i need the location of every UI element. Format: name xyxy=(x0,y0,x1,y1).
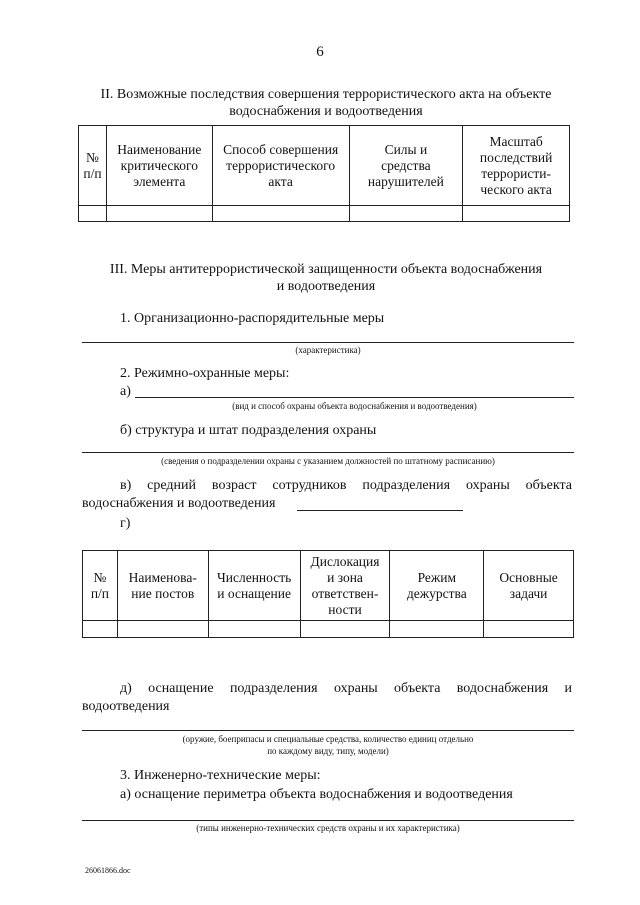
header-cell-post-names xyxy=(117,551,208,621)
item-3a-label: а) оснащение периметра объекта водоснабжения и водоотведения xyxy=(120,787,513,802)
header-text: террористи- xyxy=(481,165,551,181)
header-text: задачи xyxy=(509,585,548,601)
table-cell xyxy=(83,621,118,638)
header-cell-number xyxy=(83,551,118,621)
header-cell-number xyxy=(79,126,107,206)
item-2d-line-2: водоотведения xyxy=(82,699,170,714)
header-text: № xyxy=(86,149,99,165)
guard-posts-table xyxy=(82,550,574,638)
header-text: акта xyxy=(268,173,293,189)
item-1-fill-line xyxy=(82,342,574,343)
header-text: № xyxy=(93,569,107,585)
consequences-table-header-row xyxy=(79,126,570,206)
header-text: ческого акта xyxy=(480,181,552,197)
header-cell-scale xyxy=(463,126,570,206)
section-2-title-line-1: II. Возможные последствия совершения террористического акта на объекте xyxy=(100,87,552,102)
item-2d-caption xyxy=(82,733,574,757)
table-cell xyxy=(390,621,484,638)
item-2b-label: б) структура и штат подразделения охраны xyxy=(120,423,377,438)
header-text: п/п xyxy=(83,165,102,181)
header-text: Наименование xyxy=(117,141,202,157)
header-text: Дислокация xyxy=(310,553,380,569)
header-text: Численность xyxy=(216,569,292,585)
item-2b-caption: (сведения о подразделении охраны с указанием должностей по штатному расписанию) xyxy=(161,456,495,466)
header-text: и оснащение xyxy=(217,585,291,601)
section-3-heading xyxy=(78,261,574,295)
table-cell xyxy=(212,206,349,222)
header-text: Силы и xyxy=(384,141,428,157)
item-1-label: 1. Организационно-распорядительные меры xyxy=(120,311,385,326)
header-cell-deployment xyxy=(300,551,390,621)
table-cell xyxy=(106,206,212,222)
header-text: и зона xyxy=(327,569,363,585)
header-text: критического xyxy=(120,157,198,173)
header-cell-forces xyxy=(349,126,463,206)
table-row xyxy=(83,621,574,638)
header-text: Наименова- xyxy=(128,569,197,585)
item-3a-caption: (типы инженерно-технических средств охраны и их характеристика) xyxy=(196,823,460,833)
header-text: Способ совершения xyxy=(223,141,339,157)
section-3-title-line-1: III. Меры антитеррористической защищенности объекта водоснабжения xyxy=(109,262,543,277)
header-text: п/п xyxy=(90,585,110,601)
page-number: 6 xyxy=(316,44,324,60)
consequences-table xyxy=(78,125,570,222)
item-2b-fill-line xyxy=(82,452,574,453)
footer-filename: 26061866.doc xyxy=(85,866,131,875)
section-3-title-line-2: и водоотведения xyxy=(276,279,376,294)
item-2d-caption-line-2: по каждому виду, типу, модели) xyxy=(267,746,389,756)
table-cell xyxy=(117,621,208,638)
table-cell xyxy=(463,206,570,222)
header-text: Режим xyxy=(417,569,457,585)
item-2-label: 2. Режимно-охранные меры: xyxy=(120,366,290,381)
header-cell-headcount xyxy=(208,551,300,621)
item-3-label: 3. Инженерно-технические меры: xyxy=(120,768,321,783)
header-cell-main-tasks xyxy=(484,551,574,621)
item-2g-label: г) xyxy=(120,516,131,531)
header-text: террористического xyxy=(226,157,336,173)
section-2-title-line-2: водоснабжения и водоотведения xyxy=(229,104,423,119)
item-3a-fill-line xyxy=(82,820,574,821)
item-2a-fill-line xyxy=(135,397,574,398)
header-text: последствий xyxy=(479,149,553,165)
table-row xyxy=(79,206,570,222)
guard-posts-table-header-row xyxy=(83,551,574,621)
table-cell xyxy=(79,206,107,222)
item-1-caption: (характеристика) xyxy=(295,345,361,355)
header-text: дежурства xyxy=(406,585,467,601)
header-cell-duty-mode xyxy=(390,551,484,621)
header-text: ности xyxy=(328,601,362,617)
table-cell xyxy=(208,621,300,638)
table-cell xyxy=(300,621,390,638)
header-text: средства xyxy=(381,157,431,173)
item-2a-label: а) xyxy=(120,384,131,399)
item-2v-line-2: водоснабжения и водоотведения xyxy=(82,496,276,511)
header-text: Основные xyxy=(499,569,558,585)
header-text: ответствен- xyxy=(311,585,379,601)
item-2v-line-1: в) средний возраст сотрудников подразделения охраны объекта xyxy=(120,478,572,493)
item-2d-fill-line xyxy=(82,730,574,731)
item-2v-fill-line xyxy=(297,510,463,511)
header-text: нарушителей xyxy=(367,173,444,189)
item-2d-line-1: д) оснащение подразделения охраны объекта водоснабжения и xyxy=(120,681,572,696)
table-cell xyxy=(484,621,574,638)
item-2a-caption: (вид и способ охраны объекта водоснабжения и водоотведения) xyxy=(232,401,477,411)
header-text: элемента xyxy=(133,173,186,189)
header-cell-critical-element xyxy=(106,126,212,206)
item-2d-caption-line-1: (оружие, боеприпасы и специальные средства, количество единиц отдельно xyxy=(182,734,474,744)
section-2-heading xyxy=(78,86,574,120)
header-text: ние постов xyxy=(131,585,195,601)
table-cell xyxy=(349,206,463,222)
header-text: Масштаб xyxy=(489,133,543,149)
header-cell-method xyxy=(212,126,349,206)
